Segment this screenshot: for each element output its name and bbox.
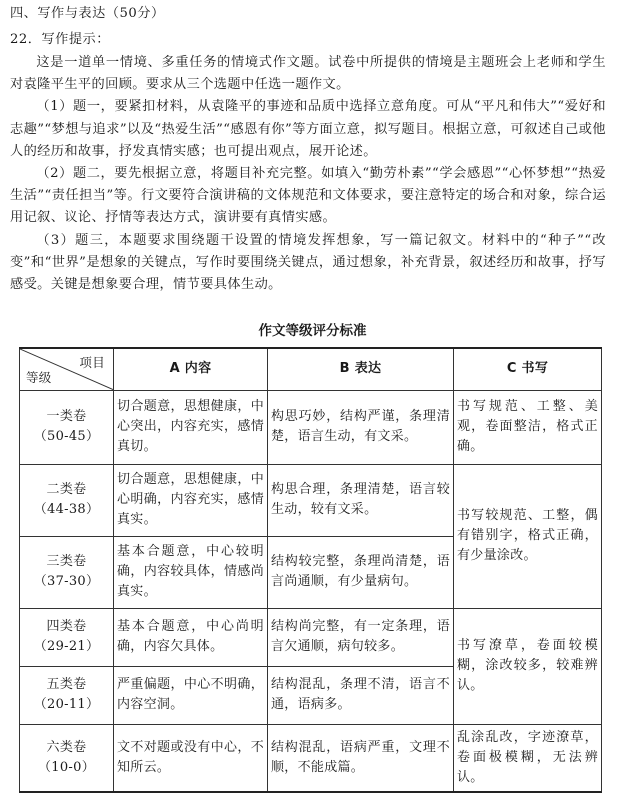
grade-range: （10-0）	[37, 759, 95, 775]
table-row	[20, 724, 602, 792]
table-title: 作文等级评分标准	[258, 323, 367, 339]
header-content: A 内容	[114, 348, 268, 390]
table-row	[20, 390, 602, 464]
grade-cell	[20, 464, 114, 536]
expression-cell: 结构混乱，语病严重，文理不顺，不能成篇。	[268, 724, 454, 792]
grade-range: （37-30）	[33, 574, 100, 589]
expression-cell: 结构较完整，条理尚清楚，语言尚通顺，有少量病句。	[268, 536, 454, 608]
grade-range: （20-11）	[33, 697, 100, 712]
grade-name: 四类卷	[46, 619, 87, 634]
header-expression: B 表达	[268, 348, 454, 390]
table-row	[20, 608, 602, 666]
grade-cell	[20, 724, 114, 792]
grade-name: 二类卷	[46, 482, 87, 497]
grade-range: （50-45）	[33, 429, 100, 444]
grade-range: （44-38）	[33, 502, 100, 517]
tip-paragraph-2: （2）题二，要先根据立意，将题目补充完整。如填入“勤劳朴素”“学会感恩”“心怀梦想”“热爱生活”“责任担当”等。行文要符合演讲稿的文体规范和文体要求，要注意特定的场合和对象，综合运用记叙、议论、抒情等表达方式，演讲要有真情实感。	[10, 166, 606, 226]
writing-cell: 书写较规范、工整，偶有错别字，格式正确，有少量涂改。	[454, 464, 602, 608]
grade-name: 六类卷	[46, 739, 87, 755]
writing-cell: 书写潦草，卷面较模糊，涂改较多，较难辨认。	[454, 608, 602, 724]
grade-name: 一类卷	[46, 409, 87, 424]
content-cell: 切合题意，思想健康，中心突出，内容充实，感情真切。	[114, 390, 268, 464]
table-row	[20, 464, 602, 536]
scoring-table	[19, 347, 602, 793]
grade-name: 三类卷	[46, 554, 87, 569]
content-cell: 切合题意，思想健康，中心明确，内容充实，感情真实。	[114, 464, 268, 536]
section-heading: 四、写作与表达（50分）	[10, 6, 165, 21]
grade-cell	[20, 390, 114, 464]
corner-level-label: 等级	[26, 369, 52, 385]
content-cell: 严重偏题，中心不明确，内容空洞。	[114, 666, 268, 724]
content-cell: 文不对题或没有中心，不知所云。	[114, 724, 268, 792]
expression-cell: 构思巧妙，结构严谨，条理清楚，语言生动，有文采。	[268, 390, 454, 464]
header-writing: C 书写	[454, 348, 602, 390]
tip-paragraph-1: （1）题一，要紧扣材料，从袁隆平的事迹和品质中选择立意角度。可从“平凡和伟大”“爱好和志趣”“梦想与追求”以及“热爱生活”“感恩有你”等方面立意，拟写题目。根据立意，可叙述自己或他人的经历和故事，抒发真情实感；也可提出观点，展开论述。	[10, 99, 606, 159]
grade-range: （29-21）	[33, 639, 100, 654]
grade-cell	[20, 666, 114, 724]
tip-paragraph-intro: 这是一道单一情境、多重任务的情境式作文题。试卷中所提供的情境是主题班会上老师和学生对袁隆平生平的回顾。要求从三个选题中任选一题作文。	[10, 55, 606, 93]
expression-cell: 构思合理，条理清楚，语言较生动，较有文采。	[268, 464, 454, 536]
question-label: 22．写作提示：	[10, 32, 110, 47]
tip-paragraph-3: （3）题三，本题要求围绕题干设置的情境发挥想象，写一篇记叙文。材料中的“种子”“改变”和“世界”是想象的关键点，写作时要围绕关键点，通过想象，补充背景，叙述经历和故事，抒写感受。关键是想象要合理，情节要具体生动。	[10, 232, 606, 293]
expression-cell: 结构尚完整，有一定条理，语言欠通顺，病句较多。	[268, 608, 454, 666]
content-cell: 基本合题意，中心较明确，内容较具体，情感尚真实。	[114, 536, 268, 608]
corner-item-label: 项目	[79, 355, 105, 370]
writing-tips	[10, 52, 606, 296]
content-cell: 基本合题意，中心尚明确，内容欠具体。	[114, 608, 268, 666]
grade-cell	[20, 536, 114, 608]
writing-cell: 书写规范、工整、美观，卷面整洁，格式正确。	[454, 390, 602, 464]
expression-cell: 结构混乱，条理不清，语言不通，语病多。	[268, 666, 454, 724]
grade-name: 五类卷	[46, 677, 87, 692]
table-header-row	[20, 348, 602, 390]
corner-cell	[20, 348, 114, 390]
writing-cell: 乱涂乱改，字迹潦草，卷面极模糊，无法辨认。	[454, 724, 602, 792]
grade-cell	[20, 608, 114, 666]
